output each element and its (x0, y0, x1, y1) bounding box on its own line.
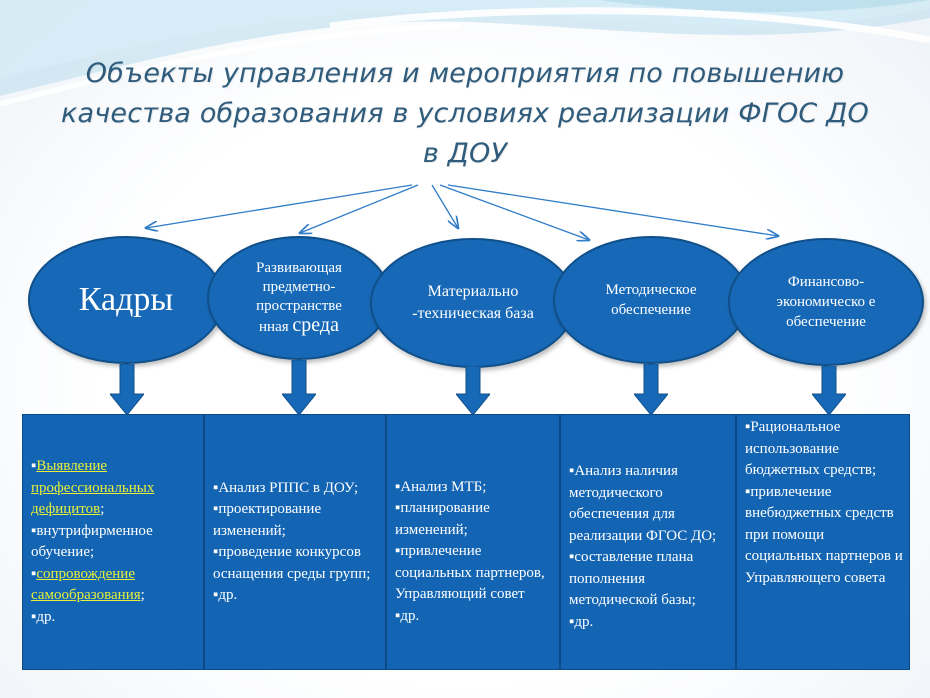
arrow-to-rpps (300, 185, 418, 233)
bullet: ▪ (31, 565, 37, 582)
box-kadry-item-text: др. (36, 608, 56, 625)
page-title: Объекты управления и мероприятия по повышению качества образования в условиях реализации ФГОС ДО в ДОУ (61, 58, 869, 169)
box-rpps-item: ▪проектирование изменений; (213, 501, 322, 539)
node-mtb (370, 238, 576, 368)
box-mtb-item: ▪др. (395, 607, 420, 624)
node-met-label: Методическое обеспечение (605, 282, 697, 318)
node-kadry (28, 236, 224, 364)
node-met (553, 236, 749, 364)
box-mtb (386, 414, 560, 670)
down-arrow-met (634, 364, 668, 416)
box-kadry-item-suffix: ; (100, 501, 105, 517)
box-kadry-item-text: Выявление профессиональных дефицитов (31, 458, 155, 517)
box-kadry-item (31, 564, 197, 607)
node-rpps-label-part2: нная (259, 319, 293, 335)
box-mtb-item: ▪привлечение социальных партнеров, Управляющий совет (395, 543, 545, 603)
down-arrow-mtb (456, 366, 490, 416)
box-fin (736, 414, 910, 670)
arrow-to-mtb (432, 185, 458, 228)
box-fin-item: ▪привлечение внебюджетных средств при помощи социальных партнеров и Управляющего совета (745, 483, 903, 586)
bullet: ▪ (31, 522, 37, 539)
arrow-to-fin (448, 185, 778, 236)
box-met (560, 414, 736, 670)
box-kadry (22, 414, 204, 670)
box-fin-item: ▪Рациональное использование бюджетных средств; (745, 419, 877, 478)
box-rpps (204, 414, 386, 670)
node-rpps (207, 236, 391, 360)
arrow-to-kadry (146, 185, 412, 228)
down-arrow-rpps (282, 360, 316, 416)
box-met-item: ▪Анализ наличия методического обеспечения для реализации ФГОС ДО; (569, 463, 717, 544)
box-rpps-item: ▪др. (213, 587, 238, 603)
box-kadry-item (31, 456, 197, 521)
bullet: ▪ (31, 608, 37, 625)
down-arrow-fin (812, 366, 846, 416)
box-rpps-item: ▪проведение конкурсов оснащения среды групп; (213, 544, 371, 582)
node-rpps-label-part3: среда (292, 314, 339, 336)
node-mtb-label: Материально -техническая база (412, 283, 534, 322)
down-arrow-kadry (110, 364, 144, 416)
box-mtb-item: ▪планирование изменений; (395, 500, 490, 538)
arrow-to-met (440, 185, 589, 240)
box-kadry-item (31, 607, 197, 629)
connector-arrows (0, 0, 930, 250)
box-kadry-item-text: внутрифирменное обучение; (31, 522, 153, 560)
bullet: ▪ (31, 458, 37, 474)
box-met-item: ▪составление плана пополнения методической базы; (569, 549, 696, 608)
box-kadry-item-text: сопровождение самообразования (31, 565, 141, 603)
node-rpps-label-part1: Развивающая предметно-пространстве (256, 260, 342, 314)
box-kadry-item (31, 521, 197, 564)
box-kadry-item-suffix: ; (140, 587, 145, 603)
box-mtb-item: ▪Анализ МТБ; (395, 478, 487, 495)
box-rpps-item: ▪Анализ РППС в ДОУ; (213, 479, 359, 496)
node-rpps-label (209, 259, 389, 337)
node-fin-label: Финансово-экономическо е обеспечение (776, 274, 876, 330)
node-fin (728, 238, 924, 366)
node-kadry-label: Кадры (78, 281, 174, 318)
box-met-item: ▪др. (569, 613, 594, 630)
